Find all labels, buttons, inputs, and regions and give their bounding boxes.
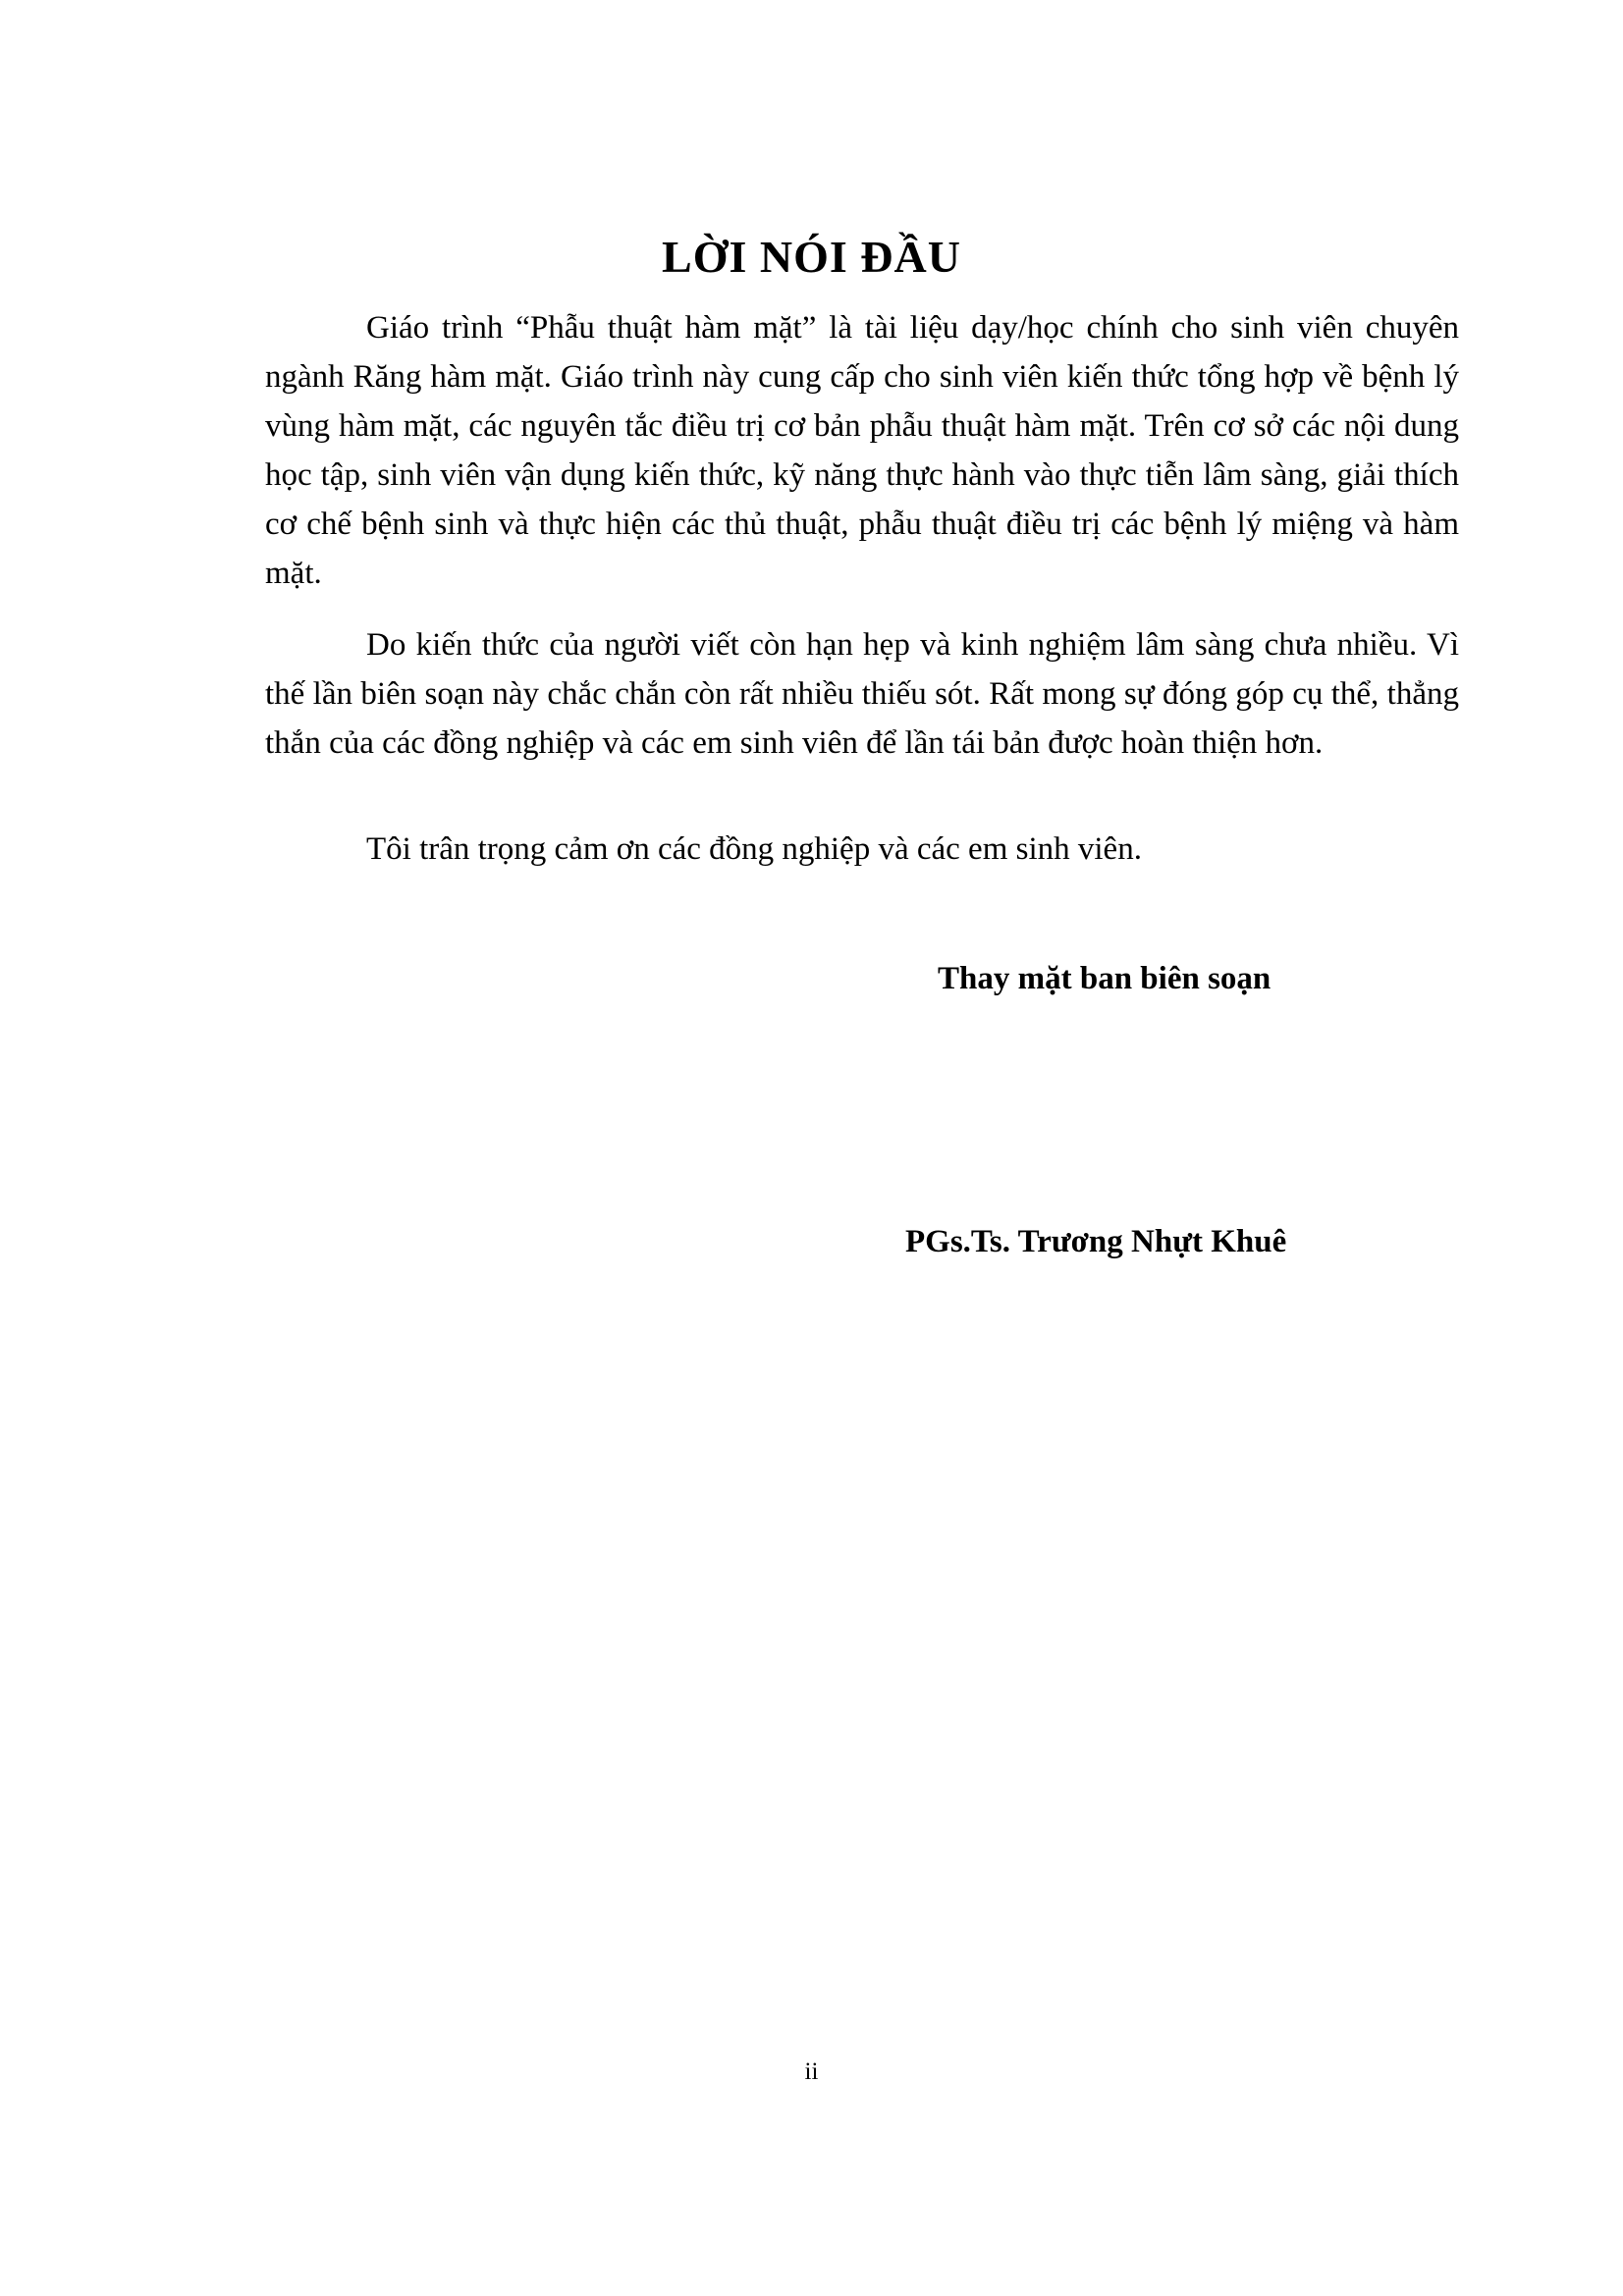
page-title: LỜI NÓI ĐẦU: [662, 232, 961, 282]
paragraph-2-text: Do kiến thức của người viết còn hạn hẹp và kinh nghiệm lâm sàng chưa nhiều. Vì thế lần biên soạn này chắc chắn còn rất nhiều thiếu sót. Rất mong sự đóng góp cụ thể, thẳng thắn của các đồng nghiệp và các em sinh viên để lần tái bản được hoàn thiện hơn.: [265, 627, 1459, 761]
signature-name: PGs.Ts. Trương Nhựt Khuê: [905, 1224, 1287, 1259]
page-number: ii: [804, 2058, 819, 2085]
paragraph-2: [265, 620, 1459, 768]
signature-role: Thay mặt ban biên soạn: [938, 961, 1271, 996]
paragraph-1: [265, 303, 1459, 598]
paragraph-1-text: Giáo trình “Phẫu thuật hàm mặt” là tài liệu dạy/học chính cho sinh viên chuyên ngành Răng hàm mặt. Giáo trình này cung cấp cho sinh viên kiến thức tổng hợp về bệnh lý vùng hàm mặt, các nguyên tắc điều trị cơ bản phẫu thuật hàm mặt. Trên cơ sở các nội dung học tập, sinh viên vận dụng kiến thức, kỹ năng thực hành vào thực tiễn lâm sàng, giải thích cơ chế bệnh sinh và thực hiện các thủ thuật, phẫu thuật điều trị các bệnh lý miệng và hàm mặt.: [265, 310, 1459, 591]
paragraph-3: [265, 825, 1459, 874]
paragraph-3-text: Tôi trân trọng cảm ơn các đồng nghiệp và các em sinh viên.: [366, 831, 1142, 867]
